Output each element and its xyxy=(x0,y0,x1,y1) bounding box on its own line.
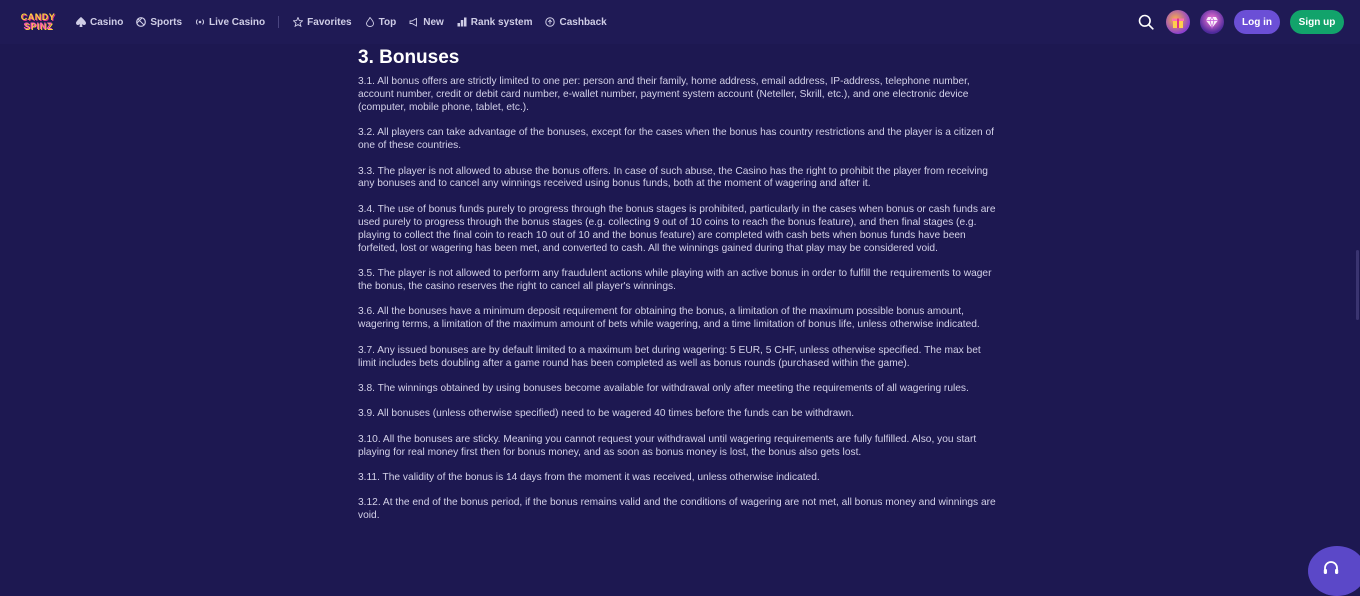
paragraph-3-5: 3.5. The player is not allowed to perform any fraudulent actions while playing with an active bonus in order to fulfill the requirements to wager the bonus, the casino reserves the right to cancel all player's winnings. xyxy=(358,267,992,292)
paragraph-3-4: 3.4. The use of bonus funds purely to progress through the bonus stages is prohibited, particularly in the cases when bonus or cash funds are used purely to progress through the bonus stages (e.g. collecting 9 out of 10 coins to reach the bonus feature), and then final stages (e.g. playing to collect the final coin to reach 10 out of 10 and the bonus feature) are completed with cash bets when bonus funds have been forfeited, lost or wagering has been met, and converted to cash. All the winnings gained during that play may be considered void. xyxy=(358,203,996,254)
nav-label-sports: Sports xyxy=(150,16,183,28)
header-actions xyxy=(1136,0,1344,44)
paragraph-3-2: 3.2. All players can take advantage of the bonuses, except for the cases when the bonus has country restrictions and the player is a citizen of one of these countries. xyxy=(358,127,994,152)
paragraph-3-3: 3.3. The player is not allowed to abuse the bonus offers. In case of such abuse, the Casino has the right to prohibit the player from receiving any bonuses and to cancel any winnings received using bonus funds, both at the moment of wagering and after it. xyxy=(358,165,988,190)
nav-label-favorites: Favorites xyxy=(307,16,352,28)
terms-section xyxy=(358,46,1000,536)
paragraph-3-9: 3.9. All bonuses (unless otherwise specified) need to be wagered 40 times before the funds can be withdrawn. xyxy=(358,408,855,420)
gift-promo-button[interactable] xyxy=(1166,10,1190,34)
nav-item-cashback[interactable] xyxy=(545,17,606,28)
top-navigation-bar xyxy=(0,0,1360,44)
flame-icon xyxy=(365,17,375,27)
nav-label-casino: Casino xyxy=(90,16,124,28)
rank-icon xyxy=(457,17,467,27)
gem-icon xyxy=(1205,15,1219,29)
main-nav xyxy=(76,0,620,44)
paragraph-3-12: 3.12. At the end of the bonus period, if the bonus remains valid and the conditions of wagering are not met, all bonus money and winnings are void. xyxy=(358,497,996,522)
nav-label-rank-system: Rank system xyxy=(470,16,533,28)
signup-button[interactable]: Sign up xyxy=(1290,10,1344,34)
nav-item-sports[interactable] xyxy=(136,17,182,28)
page-scrollbar[interactable] xyxy=(1356,250,1359,320)
brand-logo[interactable] xyxy=(20,11,56,33)
login-button[interactable]: Log in xyxy=(1234,10,1280,34)
brand-logo-line2: SPINZ xyxy=(23,21,53,31)
search-icon xyxy=(1138,14,1154,30)
nav-divider xyxy=(278,16,279,28)
paragraph-3-8: 3.8. The winnings obtained by using bonuses become available for withdrawal only after meeting the requirements of all wagering rules. xyxy=(358,382,969,394)
gem-promo-button[interactable] xyxy=(1200,10,1224,34)
paragraph-3-11: 3.11. The validity of the bonus is 14 days from the moment it was received, unless otherwise indicated. xyxy=(358,472,820,484)
ball-icon xyxy=(136,17,146,27)
paragraph-3-7: 3.7. Any issued bonuses are by default limited to a maximum bet during wagering: 5 EUR, 5 CHF, unless otherwise specified. The max bet limit includes bets doubling after a game round has been completed as well as bonus rounds (purchased within the game). xyxy=(358,344,981,369)
brand-logo-line1: CANDY xyxy=(20,12,56,22)
nav-item-casino[interactable] xyxy=(76,17,123,28)
nav-label-top: Top xyxy=(378,16,397,28)
nav-label-cashback: Cashback xyxy=(559,16,607,28)
nav-label-live-casino: Live Casino xyxy=(209,16,266,28)
megaphone-icon xyxy=(409,17,419,27)
section-title: 3. Bonuses xyxy=(358,47,460,68)
gift-icon xyxy=(1171,15,1185,29)
headset-icon xyxy=(1322,560,1340,578)
nav-item-new[interactable] xyxy=(409,17,444,28)
paragraph-3-1: 3.1. All bonus offers are strictly limited to one per: person and their family, home address, email address, IP-address, telephone number, account number, credit or debit card number, e-wallet number, payment system account (Neteller, Skrill, etc.), and one electronic device (computer, mobile phone, tablet, etc.). xyxy=(358,76,970,113)
live-icon xyxy=(195,17,205,27)
search-button[interactable] xyxy=(1136,12,1156,32)
paragraph-3-6: 3.6. All the bonuses have a minimum deposit requirement for obtaining the bonus, a limitation of the maximum possible bonus amount, wagering terms, a limitation of the maximum amount of bets while wagering, and a time limitation of bonus life, unless otherwise indicated. xyxy=(358,306,980,331)
star-icon xyxy=(293,17,303,27)
nav-item-rank-system[interactable] xyxy=(457,17,533,28)
nav-item-favorites[interactable] xyxy=(293,17,351,28)
support-chat-button[interactable] xyxy=(1308,546,1360,596)
spade-icon xyxy=(76,17,86,27)
nav-item-top[interactable] xyxy=(365,17,397,28)
paragraph-3-10: 3.10. All the bonuses are sticky. Meaning you cannot request your withdrawal until wagering requirements are fully fulfilled. Also, you start playing for real money first then for bonus money, and as soon as bonus money is lost, the bonus also gets lost. xyxy=(358,433,977,458)
nav-label-new: New xyxy=(423,16,444,28)
cashback-icon xyxy=(545,17,555,27)
nav-item-live-casino[interactable] xyxy=(195,17,265,28)
